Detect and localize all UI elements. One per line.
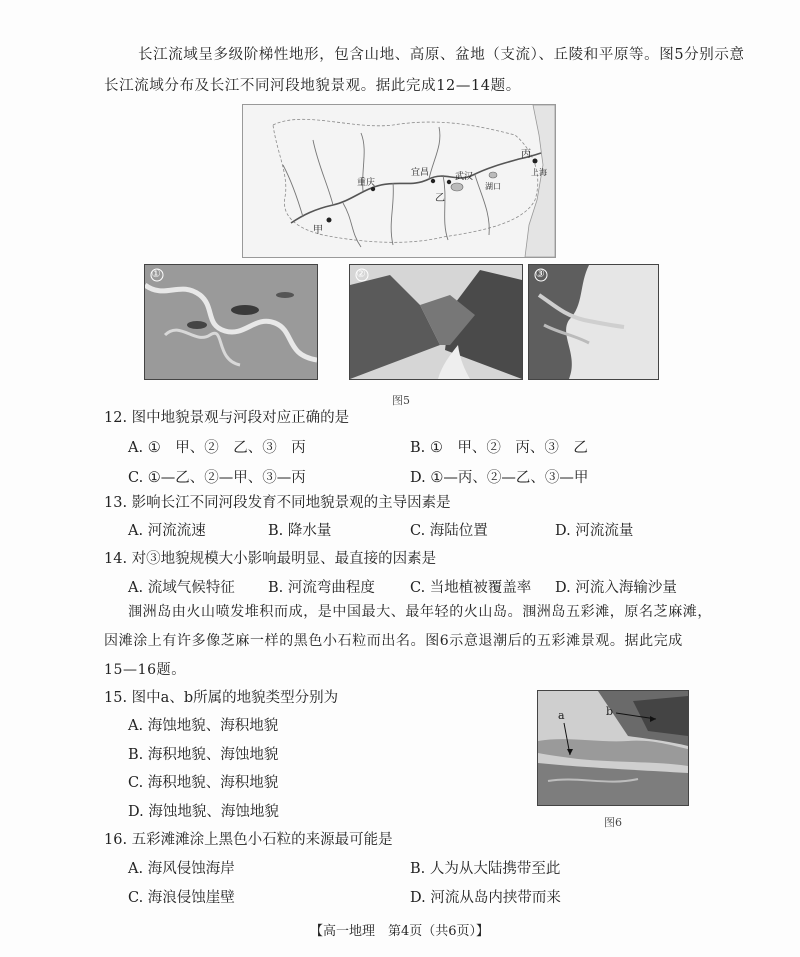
intro-line-2: 长江流域分布及长江不同河段地貌景观。据此完成12—14题。 <box>104 78 521 94</box>
q16-option-b[interactable]: B. 人为从大陆携带至此 <box>410 861 561 877</box>
figure-5-caption: 图5 <box>392 394 410 407</box>
yangtze-basin-map <box>242 104 556 258</box>
q14-option-d[interactable]: D. 河流入海输沙量 <box>555 580 677 596</box>
q13-option-d[interactable]: D. 河流流量 <box>555 523 634 539</box>
q12-option-c[interactable]: C. ①—乙、②—甲、③—丙 <box>128 470 306 486</box>
photo-1-meander <box>144 264 318 380</box>
intro-line-1: 长江流域呈多级阶梯性地形，包含山地、高原、盆地（支流）、丘陵和平原等。图5分别示意 <box>138 47 745 63</box>
photo-3-estuary <box>528 264 659 380</box>
intro2-line-3: 15—16题。 <box>104 662 186 678</box>
map-label-chongqing: 重庆 <box>357 178 376 188</box>
figure-6-photo <box>537 690 689 806</box>
q15-option-a[interactable]: A. 海蚀地貌、海积地貌 <box>128 718 279 734</box>
photo-3-number: ③ <box>535 267 545 280</box>
figure-6-label-b: b <box>606 705 614 718</box>
figure-6-caption: 图6 <box>604 816 622 829</box>
photo-2-gorge <box>349 264 523 380</box>
q15-option-b[interactable]: B. 海积地貌、海蚀地貌 <box>128 747 279 763</box>
q14-option-b[interactable]: B. 河流弯曲程度 <box>268 580 375 596</box>
q12-option-d[interactable]: D. ①—丙、②—乙、③—甲 <box>410 470 589 486</box>
q15-option-d[interactable]: D. 海蚀地貌、海蚀地貌 <box>128 804 279 820</box>
map-drawing <box>243 105 555 257</box>
intro2-line-1: 涠洲岛由火山喷发堆积而成，是中国最大、最年轻的火山岛。涠洲岛五彩滩，原名芝麻滩， <box>128 604 712 620</box>
photo-3-image <box>529 265 658 379</box>
map-label-yichang: 宜昌 <box>411 168 430 178</box>
q14-option-c[interactable]: C. 当地植被覆盖率 <box>410 580 532 596</box>
q14-option-a[interactable]: A. 流域气候特征 <box>128 580 235 596</box>
photo-2-image <box>350 265 522 379</box>
q15-stem: 15. 图中a、b所属的地貌类型分别为 <box>104 690 339 706</box>
q13-option-c[interactable]: C. 海陆位置 <box>410 523 488 539</box>
map-label-shanghai: 上海 <box>531 168 547 177</box>
page-footer: 【高一地理 第4页（共6页）】 <box>310 924 490 939</box>
map-label-wuhan: 武汉 <box>455 172 474 182</box>
figure-6-label-a: a <box>558 709 565 722</box>
q16-stem: 16. 五彩滩滩涂上黑色小石粒的来源最可能是 <box>104 832 393 848</box>
q12-option-a[interactable]: A. ① 甲、② 乙、③ 丙 <box>128 440 306 456</box>
photo-1-image <box>145 265 317 379</box>
map-label-bing: 丙 <box>521 149 531 160</box>
photo-1-number: ① <box>151 267 161 280</box>
map-label-hukou: 湖口 <box>485 182 501 191</box>
q14-stem: 14. 对③地貌规模大小影响最明显、最直接的因素是 <box>104 551 437 567</box>
map-label-yi: 乙 <box>435 193 445 204</box>
q13-stem: 13. 影响长江不同河段发育不同地貌景观的主导因素是 <box>104 495 451 511</box>
q16-option-d[interactable]: D. 河流从岛内挟带而来 <box>410 890 561 906</box>
q13-option-b[interactable]: B. 降水量 <box>268 523 332 539</box>
map-label-jia: 甲 <box>313 225 323 236</box>
q16-option-c[interactable]: C. 海浪侵蚀崖壁 <box>128 890 235 906</box>
photo-2-number: ② <box>356 267 366 280</box>
q12-stem: 12. 图中地貌景观与河段对应正确的是 <box>104 410 350 426</box>
q13-option-a[interactable]: A. 河流流速 <box>128 523 206 539</box>
q15-option-c[interactable]: C. 海积地貌、海积地貌 <box>128 775 279 791</box>
q16-option-a[interactable]: A. 海风侵蚀海岸 <box>128 861 235 877</box>
intro2-line-2: 因滩涂上有许多像芝麻一样的黑色小石粒而出名。图6示意退潮后的五彩滩景观。据此完成 <box>104 633 683 649</box>
q12-option-b[interactable]: B. ① 甲、② 丙、③ 乙 <box>410 440 588 456</box>
